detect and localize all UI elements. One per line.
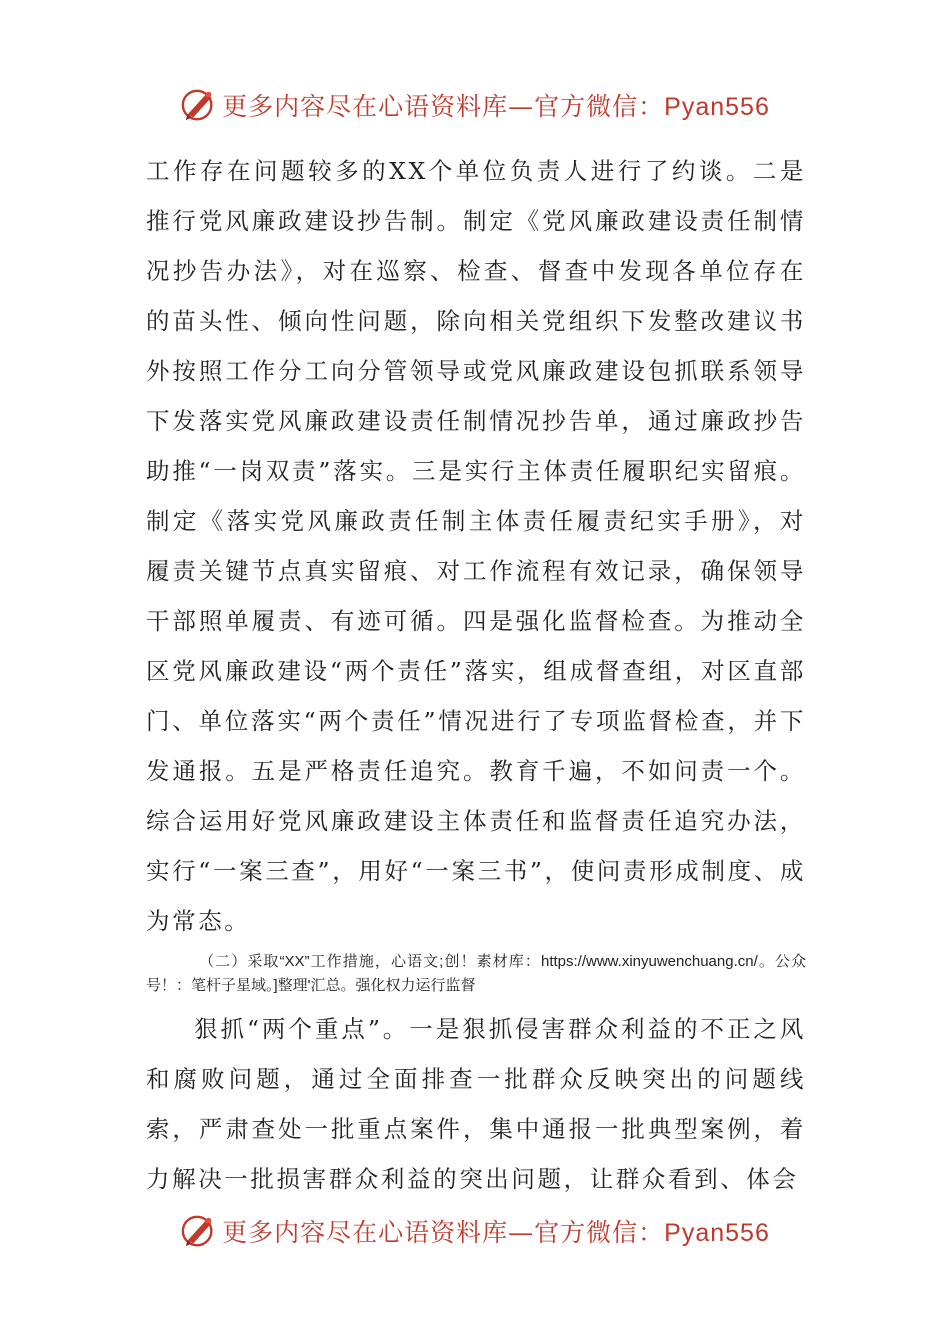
banner-text xyxy=(222,87,770,123)
paragraph: 工作存在问题较多的XX个单位负责人进行了约谈。二是推行党风廉政建设抄告制。制定《党风廉政建设责任制情况抄告办法》，对在巡察、检查、督查中发现各单位存在的苗头性、倾向性问题，除向相关党组织下发整改建议书外按照工作分工向分管领导或党风廉政建设包抓联系领导下发落实党风廉政建设责任制情况抄告单，通过廉政抄告助推“一岗双责”落实。三是实行主体责任履职纪实留痕。制定《落实党风廉政责任制主体责任履责纪实手册》，对履责关键节点真实留痕、对工作流程有效记录，确保领导干部照单履责、有迹可循。四是强化监督检查。为推动全区党风廉政建设“两个责任”落实，组成督查组，对区直部门、单位落实“两个责任”情况进行了专项监督检查，并下发通报。五是严格责任追究。教育千遍，不如问责一个。综合运用好党风廉政建设主体责任和监督责任追究办法，实行“一案三查”，用好“一案三书”，使问责形成制度、成为常态。 xyxy=(146,157,806,935)
banner-handle: Pyan556 xyxy=(664,1219,770,1247)
section-heading-text: （二）采取“XX”工作措施，心语文;创！素材库：https://www.xinyuwenchuang.cn/。公众号！：笔杆子星域。]整理'汇总。强化权力运行监督 xyxy=(146,953,806,994)
banner-label: 更多内容尽在心语资料库—官方微信： xyxy=(222,92,665,121)
banner-text xyxy=(222,1213,770,1249)
banner-label: 更多内容尽在心语资料库—官方微信： xyxy=(222,1218,665,1247)
footer-banner xyxy=(0,1206,950,1256)
pen-logo-icon xyxy=(180,86,218,124)
banner-handle: Pyan556 xyxy=(664,93,770,121)
paragraph: 狠抓“两个重点”。一是狠抓侵害群众利益的不正之风和腐败问题，通过全面排查一批群众反映突出的问题线索，严肃查处一批重点案件，集中通报一批典型案例，着力解决一批损害群众利益的突出问题，让群众看到、体会 xyxy=(146,1015,806,1193)
section-heading xyxy=(146,950,806,998)
document-body xyxy=(146,146,806,1204)
header-banner xyxy=(0,80,950,130)
pen-logo-icon xyxy=(180,1212,218,1250)
